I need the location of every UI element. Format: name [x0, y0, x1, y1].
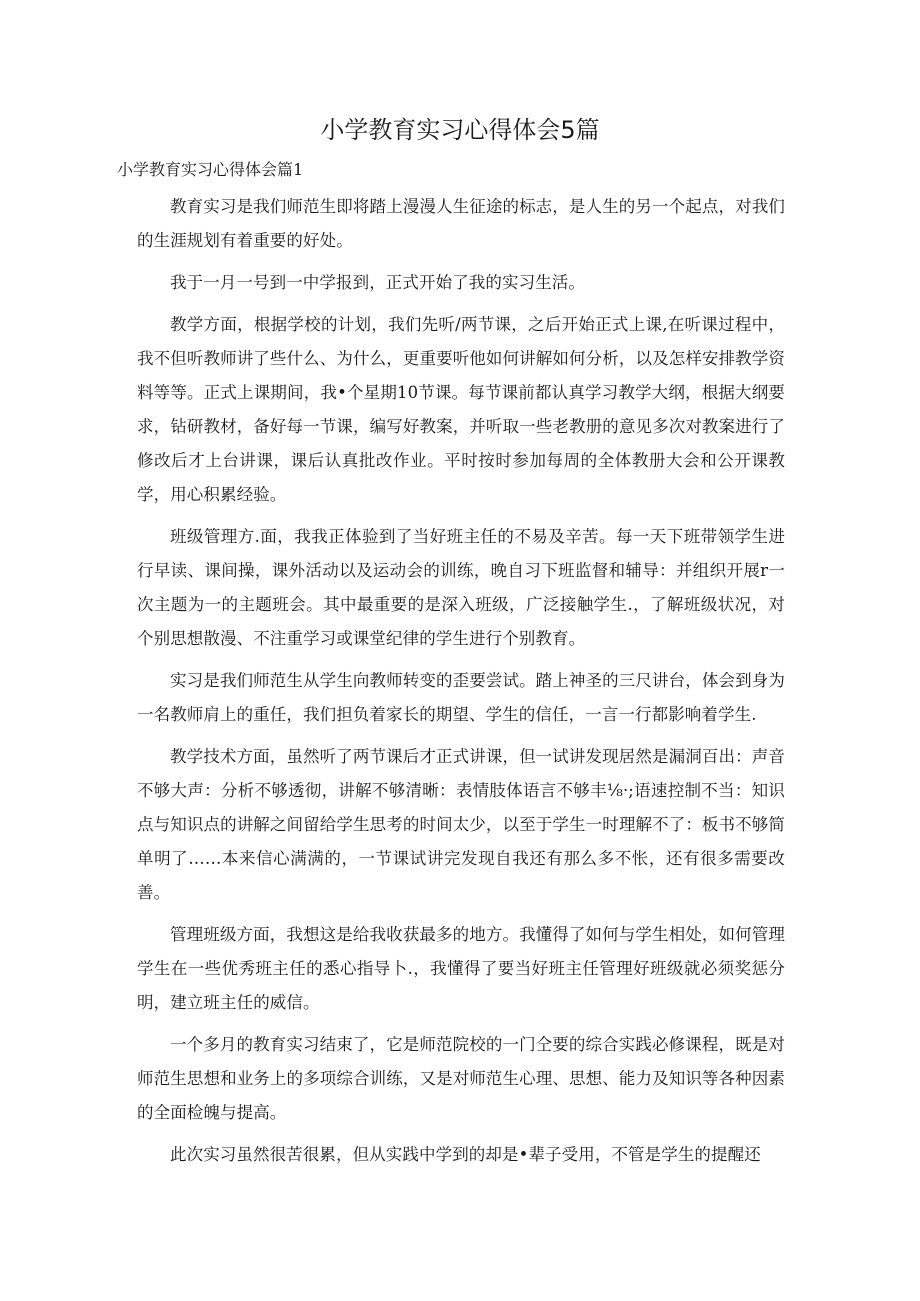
- section-heading: 小学教育实习心得体会篇1: [117, 160, 304, 179]
- paragraph: 此次实习虽然很苦很累，但从实践中学到的却是•辈子受用，不管是学生的提醒还: [170, 1145, 761, 1164]
- document-body: [137, 190, 785, 1180]
- document-title: 小学教育实习心得体会5篇: [320, 116, 600, 144]
- paragraph: 实习是我们师范生从学生向教师转变的歪要尝试。踏上神圣的三尺讲台，体会到身为一名教师肩上的重任，我们担负着家长的期望、学生的信任，一言一行都影响着学生.: [137, 671, 785, 724]
- paragraph: 教育实习是我们师范生即将踏上漫漫人生征途的标志，是人生的另一个起点，对我们的生涯规划有着重要的好处。: [137, 197, 785, 250]
- paragraph: 一个多月的教育实习结束了，它是师范院校的一门仝要的综合实践必修课程，既是对师范生思想和业务上的多项综合训练，又是对师范生心理、思想、能力及知识等各种因素的全面检魄与提高。: [137, 1035, 785, 1122]
- paragraph: 班级管理方.面，我我正体验到了当好班主任的不易及辛苦。每一天下班带领学生进行早读、课间操，课外活动以及运动会的训练，晚自习下班监督和辅导：并组织开展r一次主题为一的主题班会。其中最重要的是深入班级，广泛接触学生.，了解班级状况，对个别思想散漫、不注重学习或课堂纪律的学生进行个别教育。: [137, 527, 785, 648]
- paragraph: 教学技术方面，虽然听了两节课后才正式讲课，但一试讲发现居然是漏洞百出：声音不够大声：分析不够透彻，讲解不够清晰：表情肢体语言不够丰⅛·;语速控制不当：知识点与知识点的讲解之间留给学生思考的时间太少，以至于学生一时理解不了：板书不够简单明了……本来信心满满的，一节课试讲完发现自我还有那么多不怅，还有很多需要改善。: [137, 747, 785, 902]
- paragraph: 管理班级方面，我想这是给我收获最多的地方。我懂得了如何与学生相处，如何管理学生在一些优秀班主任的悉心指导卜.，我懂得了要当好班主任管理好班级就必须奖惩分明，建立班主任的威信。: [137, 925, 785, 1012]
- paragraph: 我于一月一号到一中学报到，正式开始了我的实习生活。: [170, 273, 585, 292]
- paragraph: 教学方面，根据学校的计划，我们先听/两节课，之后开始正式上课,在听课过程中，我不但听教师讲了些什么、为什么，更重要听他如何讲解如何分析，以及怎样安排教学资料等等。正式上课期间，我•个星期10节课。每节课前都认真学习教学大纲，根据大纲要求，钻研教材，备好每一节课，编写好教案，并听取一些老教册的意见多次对教案进行了修改后才上台讲课，课后认真批改作业。平时按时参加每周的全体教册大会和公开课教学，用心积累经验。: [137, 315, 785, 504]
